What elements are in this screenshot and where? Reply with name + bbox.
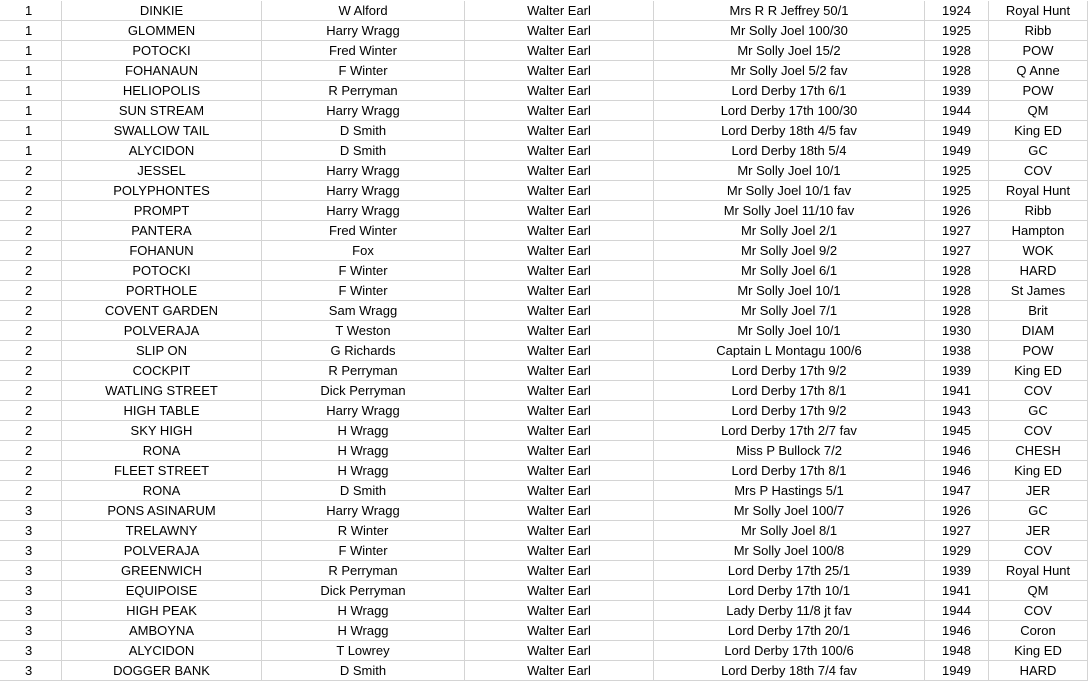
horse-cell[interactable]: HIGH TABLE (62, 401, 262, 420)
table-row (0, 1, 1088, 21)
table-row (0, 541, 1088, 561)
trainer-cell[interactable]: Walter Earl (465, 241, 654, 260)
trainer-cell[interactable]: Walter Earl (465, 401, 654, 420)
horse-cell[interactable]: DINKIE (62, 1, 262, 20)
race-cell[interactable]: GC (989, 501, 1088, 520)
year-cell[interactable]: 1928 (925, 261, 989, 280)
owner-odds-cell[interactable]: Mr Solly Joel 10/1 (654, 161, 925, 180)
owner-odds-cell[interactable]: Mr Solly Joel 9/2 (654, 241, 925, 260)
trainer-cell[interactable]: Walter Earl (465, 21, 654, 40)
jockey-cell[interactable]: Harry Wragg (262, 501, 465, 520)
table-row (0, 621, 1088, 641)
jockey-cell[interactable]: Fox (262, 241, 465, 260)
race-cell[interactable]: Royal Hunt (989, 181, 1088, 200)
trainer-cell[interactable]: Walter Earl (465, 541, 654, 560)
table-row (0, 41, 1088, 61)
table-row (0, 141, 1088, 161)
position-cell[interactable]: 2 (0, 241, 62, 260)
race-cell[interactable]: COV (989, 161, 1088, 180)
table-row (0, 361, 1088, 381)
year-cell[interactable]: 1949 (925, 121, 989, 140)
year-cell[interactable]: 1944 (925, 101, 989, 120)
trainer-cell[interactable]: Walter Earl (465, 361, 654, 380)
jockey-cell[interactable]: D Smith (262, 481, 465, 500)
position-cell[interactable]: 3 (0, 641, 62, 660)
trainer-cell[interactable]: Walter Earl (465, 101, 654, 120)
year-cell[interactable]: 1946 (925, 461, 989, 480)
year-cell[interactable]: 1929 (925, 541, 989, 560)
race-cell[interactable]: King ED (989, 641, 1088, 660)
race-cell[interactable]: HARD (989, 661, 1088, 680)
jockey-cell[interactable]: Fred Winter (262, 41, 465, 60)
year-cell[interactable]: 1924 (925, 1, 989, 20)
race-cell[interactable]: Q Anne (989, 61, 1088, 80)
trainer-cell[interactable]: Walter Earl (465, 221, 654, 240)
year-cell[interactable]: 1948 (925, 641, 989, 660)
jockey-cell[interactable]: Harry Wragg (262, 201, 465, 220)
horse-cell[interactable]: PANTERA (62, 221, 262, 240)
year-cell[interactable]: 1945 (925, 421, 989, 440)
owner-odds-cell[interactable]: Mr Solly Joel 10/1 (654, 321, 925, 340)
race-cell[interactable]: COV (989, 541, 1088, 560)
trainer-cell[interactable]: Walter Earl (465, 641, 654, 660)
trainer-cell[interactable]: Walter Earl (465, 301, 654, 320)
jockey-cell[interactable]: T Weston (262, 321, 465, 340)
position-cell[interactable]: 3 (0, 661, 62, 680)
year-cell[interactable]: 1928 (925, 301, 989, 320)
owner-odds-cell[interactable]: Mr Solly Joel 100/7 (654, 501, 925, 520)
table-row (0, 581, 1088, 601)
horse-cell[interactable]: HIGH PEAK (62, 601, 262, 620)
table-row (0, 521, 1088, 541)
trainer-cell[interactable]: Walter Earl (465, 161, 654, 180)
horse-cell[interactable]: FOHANUN (62, 241, 262, 260)
jockey-cell[interactable]: Sam Wragg (262, 301, 465, 320)
horse-cell[interactable]: POLYPHONTES (62, 181, 262, 200)
table-row (0, 61, 1088, 81)
table-row (0, 241, 1088, 261)
owner-odds-cell[interactable]: Mr Solly Joel 5/2 fav (654, 61, 925, 80)
owner-odds-cell[interactable]: Mr Solly Joel 8/1 (654, 521, 925, 540)
race-cell[interactable]: Brit (989, 301, 1088, 320)
year-cell[interactable]: 1928 (925, 281, 989, 300)
horse-cell[interactable]: POTOCKI (62, 261, 262, 280)
table-row (0, 441, 1088, 461)
race-cell[interactable]: CHESH (989, 441, 1088, 460)
horse-cell[interactable]: PONS ASINARUM (62, 501, 262, 520)
table-row (0, 81, 1088, 101)
owner-odds-cell[interactable]: Captain L Montagu 100/6 (654, 341, 925, 360)
race-cell[interactable]: POW (989, 41, 1088, 60)
horse-cell[interactable]: GREENWICH (62, 561, 262, 580)
owner-odds-cell[interactable]: Mr Solly Joel 10/1 (654, 281, 925, 300)
table-row (0, 121, 1088, 141)
table-row (0, 601, 1088, 621)
year-cell[interactable]: 1928 (925, 41, 989, 60)
position-cell[interactable]: 2 (0, 461, 62, 480)
year-cell[interactable]: 1930 (925, 321, 989, 340)
jockey-cell[interactable]: Harry Wragg (262, 161, 465, 180)
race-cell[interactable]: GC (989, 141, 1088, 160)
race-cell[interactable]: St James (989, 281, 1088, 300)
table-row (0, 101, 1088, 121)
jockey-cell[interactable]: H Wragg (262, 441, 465, 460)
year-cell[interactable]: 1944 (925, 601, 989, 620)
trainer-cell[interactable]: Walter Earl (465, 321, 654, 340)
year-cell[interactable]: 1949 (925, 661, 989, 680)
jockey-cell[interactable]: G Richards (262, 341, 465, 360)
race-cell[interactable]: Royal Hunt (989, 561, 1088, 580)
race-cell[interactable]: Ribb (989, 201, 1088, 220)
position-cell[interactable]: 2 (0, 201, 62, 220)
year-cell[interactable]: 1927 (925, 521, 989, 540)
jockey-cell[interactable]: F Winter (262, 61, 465, 80)
table-row (0, 161, 1088, 181)
trainer-cell[interactable]: Walter Earl (465, 481, 654, 500)
horse-cell[interactable]: JESSEL (62, 161, 262, 180)
race-cell[interactable]: Coron (989, 621, 1088, 640)
position-cell[interactable]: 3 (0, 561, 62, 580)
table-row (0, 201, 1088, 221)
horse-cell[interactable]: WATLING STREET (62, 381, 262, 400)
trainer-cell[interactable]: Walter Earl (465, 181, 654, 200)
owner-odds-cell[interactable]: Mrs P Hastings 5/1 (654, 481, 925, 500)
table-row (0, 321, 1088, 341)
position-cell[interactable]: 2 (0, 481, 62, 500)
position-cell[interactable]: 2 (0, 361, 62, 380)
jockey-cell[interactable]: D Smith (262, 661, 465, 680)
horse-cell[interactable]: HELIOPOLIS (62, 81, 262, 100)
horse-cell[interactable]: RONA (62, 441, 262, 460)
owner-odds-cell[interactable]: Mr Solly Joel 100/8 (654, 541, 925, 560)
table-row (0, 461, 1088, 481)
year-cell[interactable]: 1943 (925, 401, 989, 420)
horse-cell[interactable]: RONA (62, 481, 262, 500)
horse-cell[interactable]: TRELAWNY (62, 521, 262, 540)
table-row (0, 181, 1088, 201)
owner-odds-cell[interactable]: Lord Derby 18th 7/4 fav (654, 661, 925, 680)
horse-cell[interactable]: SUN STREAM (62, 101, 262, 120)
trainer-cell[interactable]: Walter Earl (465, 581, 654, 600)
year-cell[interactable]: 1925 (925, 161, 989, 180)
table-row (0, 561, 1088, 581)
jockey-cell[interactable]: H Wragg (262, 421, 465, 440)
owner-odds-cell[interactable]: Lord Derby 17th 6/1 (654, 81, 925, 100)
owner-odds-cell[interactable]: Lord Derby 17th 25/1 (654, 561, 925, 580)
position-cell[interactable]: 1 (0, 81, 62, 100)
table-row (0, 341, 1088, 361)
horse-cell[interactable]: POLVERAJA (62, 541, 262, 560)
trainer-cell[interactable]: Walter Earl (465, 41, 654, 60)
owner-odds-cell[interactable]: Mr Solly Joel 6/1 (654, 261, 925, 280)
horse-cell[interactable]: DOGGER BANK (62, 661, 262, 680)
year-cell[interactable]: 1941 (925, 381, 989, 400)
trainer-cell[interactable]: Walter Earl (465, 421, 654, 440)
horse-cell[interactable]: PROMPT (62, 201, 262, 220)
owner-odds-cell[interactable]: Mr Solly Joel 15/2 (654, 41, 925, 60)
year-cell[interactable]: 1947 (925, 481, 989, 500)
year-cell[interactable]: 1926 (925, 501, 989, 520)
spreadsheet-grid (0, 1, 1088, 681)
year-cell[interactable]: 1939 (925, 81, 989, 100)
owner-odds-cell[interactable]: Lord Derby 17th 8/1 (654, 461, 925, 480)
jockey-cell[interactable]: F Winter (262, 541, 465, 560)
horse-cell[interactable]: COVENT GARDEN (62, 301, 262, 320)
horse-cell[interactable]: POTOCKI (62, 41, 262, 60)
jockey-cell[interactable]: Dick Perryman (262, 381, 465, 400)
horse-cell[interactable]: ALYCIDON (62, 641, 262, 660)
year-cell[interactable]: 1927 (925, 241, 989, 260)
table-row (0, 661, 1088, 681)
position-cell[interactable]: 2 (0, 401, 62, 420)
horse-cell[interactable]: ALYCIDON (62, 141, 262, 160)
year-cell[interactable]: 1926 (925, 201, 989, 220)
year-cell[interactable]: 1925 (925, 21, 989, 40)
jockey-cell[interactable]: F Winter (262, 261, 465, 280)
table-row (0, 481, 1088, 501)
table-row (0, 501, 1088, 521)
table-row (0, 641, 1088, 661)
horse-cell[interactable]: SKY HIGH (62, 421, 262, 440)
race-cell[interactable]: POW (989, 341, 1088, 360)
race-cell[interactable]: DIAM (989, 321, 1088, 340)
horse-cell[interactable]: FOHANAUN (62, 61, 262, 80)
year-cell[interactable]: 1949 (925, 141, 989, 160)
race-cell[interactable]: WOK (989, 241, 1088, 260)
jockey-cell[interactable]: F Winter (262, 281, 465, 300)
trainer-cell[interactable]: Walter Earl (465, 561, 654, 580)
position-cell[interactable]: 2 (0, 301, 62, 320)
position-cell[interactable]: 1 (0, 121, 62, 140)
jockey-cell[interactable]: Harry Wragg (262, 181, 465, 200)
year-cell[interactable]: 1925 (925, 181, 989, 200)
owner-odds-cell[interactable]: Lord Derby 17th 100/6 (654, 641, 925, 660)
table-row (0, 401, 1088, 421)
horse-cell[interactable]: FLEET STREET (62, 461, 262, 480)
owner-odds-cell[interactable]: Mr Solly Joel 11/10 fav (654, 201, 925, 220)
position-cell[interactable]: 3 (0, 521, 62, 540)
horse-cell[interactable]: SLIP ON (62, 341, 262, 360)
position-cell[interactable]: 3 (0, 541, 62, 560)
owner-odds-cell[interactable]: Lord Derby 18th 4/5 fav (654, 121, 925, 140)
position-cell[interactable]: 1 (0, 41, 62, 60)
race-cell[interactable]: JER (989, 481, 1088, 500)
race-cell[interactable]: JER (989, 521, 1088, 540)
position-cell[interactable]: 2 (0, 441, 62, 460)
year-cell[interactable]: 1946 (925, 441, 989, 460)
owner-odds-cell[interactable]: Miss P Bullock 7/2 (654, 441, 925, 460)
jockey-cell[interactable]: Harry Wragg (262, 401, 465, 420)
horse-cell[interactable]: GLOMMEN (62, 21, 262, 40)
jockey-cell[interactable]: W Alford (262, 1, 465, 20)
position-cell[interactable]: 1 (0, 101, 62, 120)
year-cell[interactable]: 1939 (925, 361, 989, 380)
year-cell[interactable]: 1946 (925, 621, 989, 640)
trainer-cell[interactable]: Walter Earl (465, 281, 654, 300)
race-cell[interactable]: Hampton (989, 221, 1088, 240)
owner-odds-cell[interactable]: Lord Derby 17th 9/2 (654, 361, 925, 380)
owner-odds-cell[interactable]: Mr Solly Joel 100/30 (654, 21, 925, 40)
year-cell[interactable]: 1941 (925, 581, 989, 600)
trainer-cell[interactable]: Walter Earl (465, 1, 654, 20)
jockey-cell[interactable]: Fred Winter (262, 221, 465, 240)
trainer-cell[interactable]: Walter Earl (465, 381, 654, 400)
table-row (0, 21, 1088, 41)
position-cell[interactable]: 2 (0, 161, 62, 180)
year-cell[interactable]: 1938 (925, 341, 989, 360)
race-cell[interactable]: COV (989, 381, 1088, 400)
jockey-cell[interactable]: R Winter (262, 521, 465, 540)
year-cell[interactable]: 1928 (925, 61, 989, 80)
trainer-cell[interactable]: Walter Earl (465, 141, 654, 160)
trainer-cell[interactable]: Walter Earl (465, 661, 654, 680)
race-cell[interactable]: COV (989, 421, 1088, 440)
position-cell[interactable]: 1 (0, 141, 62, 160)
jockey-cell[interactable]: H Wragg (262, 621, 465, 640)
owner-odds-cell[interactable]: Mr Solly Joel 7/1 (654, 301, 925, 320)
trainer-cell[interactable]: Walter Earl (465, 341, 654, 360)
jockey-cell[interactable]: Harry Wragg (262, 101, 465, 120)
table-row (0, 261, 1088, 281)
owner-odds-cell[interactable]: Mr Solly Joel 10/1 fav (654, 181, 925, 200)
race-cell[interactable]: HARD (989, 261, 1088, 280)
position-cell[interactable]: 2 (0, 281, 62, 300)
trainer-cell[interactable]: Walter Earl (465, 521, 654, 540)
trainer-cell[interactable]: Walter Earl (465, 601, 654, 620)
position-cell[interactable]: 1 (0, 1, 62, 20)
owner-odds-cell[interactable]: Lord Derby 17th 20/1 (654, 621, 925, 640)
race-cell[interactable]: Royal Hunt (989, 1, 1088, 20)
owner-odds-cell[interactable]: Mrs R R Jeffrey 50/1 (654, 1, 925, 20)
owner-odds-cell[interactable]: Lord Derby 18th 5/4 (654, 141, 925, 160)
position-cell[interactable]: 2 (0, 381, 62, 400)
owner-odds-cell[interactable]: Lord Derby 17th 100/30 (654, 101, 925, 120)
trainer-cell[interactable]: Walter Earl (465, 461, 654, 480)
jockey-cell[interactable]: H Wragg (262, 601, 465, 620)
position-cell[interactable]: 2 (0, 261, 62, 280)
jockey-cell[interactable]: Dick Perryman (262, 581, 465, 600)
table-row (0, 381, 1088, 401)
year-cell[interactable]: 1939 (925, 561, 989, 580)
position-cell[interactable]: 3 (0, 501, 62, 520)
position-cell[interactable]: 2 (0, 221, 62, 240)
race-cell[interactable]: QM (989, 101, 1088, 120)
trainer-cell[interactable]: Walter Earl (465, 621, 654, 640)
jockey-cell[interactable]: Harry Wragg (262, 21, 465, 40)
position-cell[interactable]: 3 (0, 601, 62, 620)
race-cell[interactable]: King ED (989, 121, 1088, 140)
position-cell[interactable]: 3 (0, 621, 62, 640)
owner-odds-cell[interactable]: Lord Derby 17th 2/7 fav (654, 421, 925, 440)
trainer-cell[interactable]: Walter Earl (465, 501, 654, 520)
horse-cell[interactable]: POLVERAJA (62, 321, 262, 340)
table-row (0, 301, 1088, 321)
jockey-cell[interactable]: R Perryman (262, 561, 465, 580)
trainer-cell[interactable]: Walter Earl (465, 81, 654, 100)
position-cell[interactable]: 2 (0, 341, 62, 360)
year-cell[interactable]: 1927 (925, 221, 989, 240)
horse-cell[interactable]: SWALLOW TAIL (62, 121, 262, 140)
race-cell[interactable]: King ED (989, 461, 1088, 480)
position-cell[interactable]: 3 (0, 581, 62, 600)
owner-odds-cell[interactable]: Mr Solly Joel 2/1 (654, 221, 925, 240)
trainer-cell[interactable]: Walter Earl (465, 441, 654, 460)
owner-odds-cell[interactable]: Lord Derby 17th 8/1 (654, 381, 925, 400)
trainer-cell[interactable]: Walter Earl (465, 261, 654, 280)
owner-odds-cell[interactable]: Lord Derby 17th 9/2 (654, 401, 925, 420)
jockey-cell[interactable]: D Smith (262, 141, 465, 160)
owner-odds-cell[interactable]: Lady Derby 11/8 jt fav (654, 601, 925, 620)
race-cell[interactable]: King ED (989, 361, 1088, 380)
race-cell[interactable]: COV (989, 601, 1088, 620)
race-cell[interactable]: QM (989, 581, 1088, 600)
horse-cell[interactable]: EQUIPOISE (62, 581, 262, 600)
owner-odds-cell[interactable]: Lord Derby 17th 10/1 (654, 581, 925, 600)
table-row (0, 281, 1088, 301)
position-cell[interactable]: 1 (0, 21, 62, 40)
trainer-cell[interactable]: Walter Earl (465, 201, 654, 220)
jockey-cell[interactable]: R Perryman (262, 81, 465, 100)
jockey-cell[interactable]: H Wragg (262, 461, 465, 480)
table-row (0, 221, 1088, 241)
race-cell[interactable]: POW (989, 81, 1088, 100)
position-cell[interactable]: 2 (0, 421, 62, 440)
horse-cell[interactable]: AMBOYNA (62, 621, 262, 640)
position-cell[interactable]: 2 (0, 181, 62, 200)
horse-cell[interactable]: COCKPIT (62, 361, 262, 380)
jockey-cell[interactable]: R Perryman (262, 361, 465, 380)
position-cell[interactable]: 2 (0, 321, 62, 340)
table-row (0, 421, 1088, 441)
jockey-cell[interactable]: D Smith (262, 121, 465, 140)
trainer-cell[interactable]: Walter Earl (465, 121, 654, 140)
trainer-cell[interactable]: Walter Earl (465, 61, 654, 80)
position-cell[interactable]: 1 (0, 61, 62, 80)
race-cell[interactable]: Ribb (989, 21, 1088, 40)
jockey-cell[interactable]: T Lowrey (262, 641, 465, 660)
race-cell[interactable]: GC (989, 401, 1088, 420)
horse-cell[interactable]: PORTHOLE (62, 281, 262, 300)
